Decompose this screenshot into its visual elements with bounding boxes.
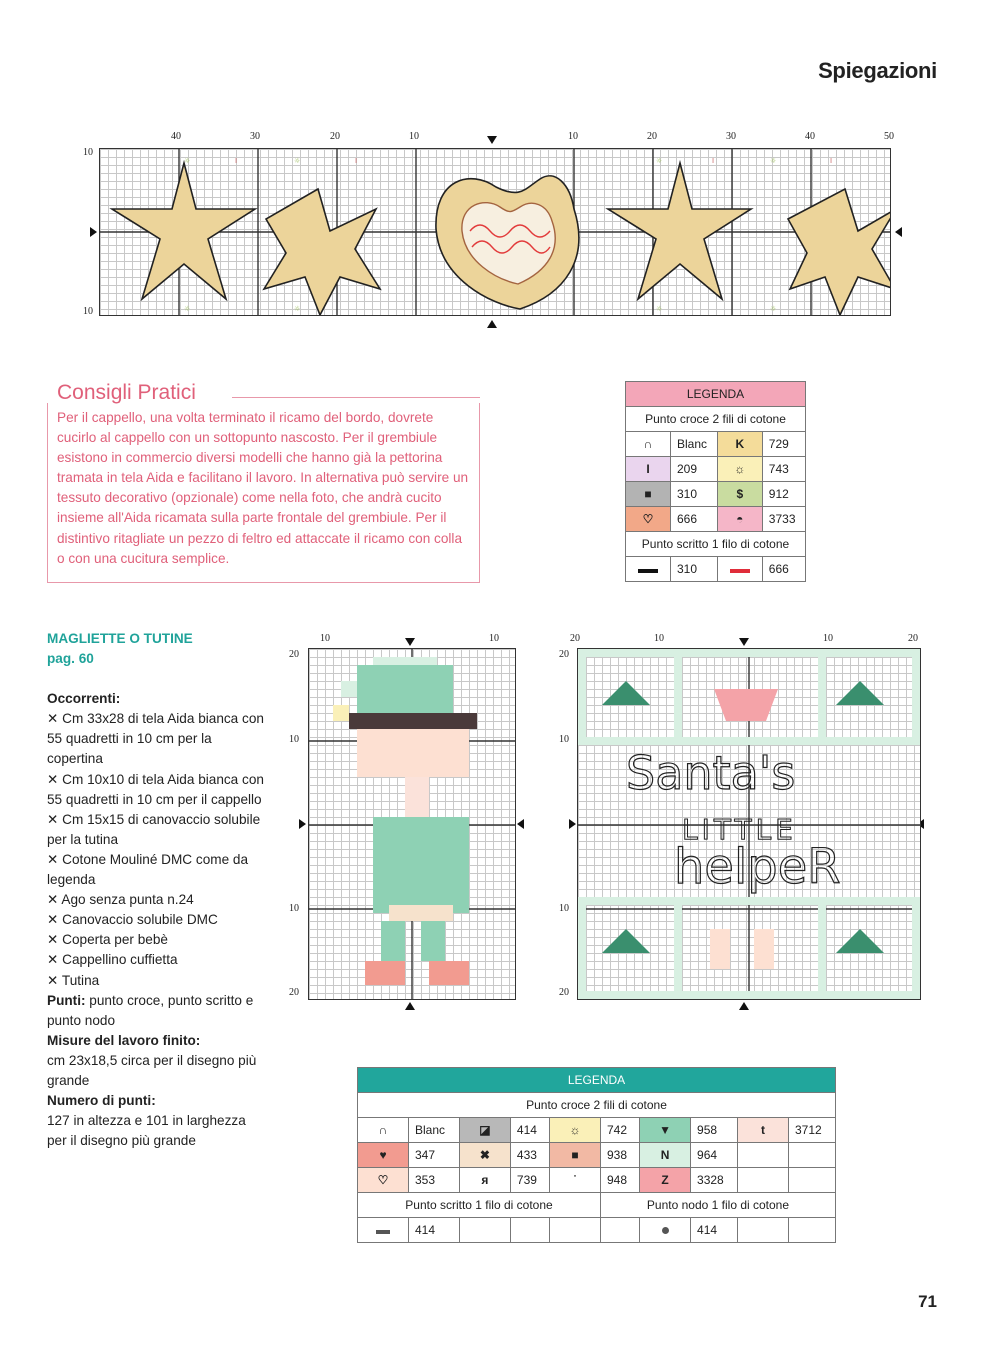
- backstitch-code-310: 310: [671, 557, 718, 582]
- legend-2-symbol: ∩: [358, 1118, 409, 1143]
- tick-top-3: 20: [330, 131, 340, 142]
- tick-top-7: 30: [726, 131, 736, 142]
- elf-chart-grid: [308, 648, 516, 1000]
- legend-2-symbol: ♥: [358, 1143, 409, 1168]
- consigli-title: Consigli Pratici: [57, 381, 196, 404]
- elf-marker-top: [405, 638, 415, 646]
- santa-tick-left-1: 20: [559, 649, 569, 660]
- legend-2-code: 948: [600, 1168, 639, 1193]
- legend-2: [357, 1067, 836, 1243]
- occorrenti-item-text: Coperta per bebè: [62, 932, 168, 948]
- page-reference: pag. 60: [47, 651, 94, 667]
- legend-2-symbol: ♡: [358, 1168, 409, 1193]
- legend-1-title: LEGENDA: [626, 382, 806, 407]
- legend-2-code: 964: [691, 1143, 738, 1168]
- santa-tick-left-2: 10: [559, 734, 569, 745]
- elf-tick-top-1: 10: [320, 633, 330, 644]
- legend-2-code: [789, 1143, 836, 1168]
- occorrenti-item-text: Cm 15x15 di canovaccio solubile per la tutina: [47, 811, 261, 847]
- consigli-body: Per il cappello, una volta terminato il ricamo del bordo, dovrete cucirlo al cappello con un sottopunto nascosto. Per il grembiule esistono in commercio diversi modelli che hanno già la pettorina tramata in tela Aida e facilitano il lavoro. In alternativa può servire un tessuto decorativo (opzionale) come nella foto, che andrà cucito insieme all'Aida ricamata sulla parte frontale del grembiule. Per il distintivo ritagliate un pezzo di feltro ed attaccate il ricamo con colla o con una cucitura semplice.: [57, 410, 469, 566]
- legend-2-symbol: Z: [640, 1168, 691, 1193]
- legend-2-symbol: ☼: [549, 1118, 600, 1143]
- santa-text-line1: Santa's: [626, 746, 796, 800]
- tick-left-2: 10: [83, 306, 93, 317]
- legend-2-symbol: N: [640, 1143, 691, 1168]
- svg-text:☼: ☼: [294, 157, 301, 165]
- backstitch-swatch-310: [626, 557, 671, 582]
- occorrenti-label: Occorrenti:: [47, 691, 121, 707]
- svg-text:☼: ☼: [294, 305, 301, 313]
- svg-text:☼: ☼: [184, 157, 191, 165]
- cross-bullet-icon: ✕: [47, 932, 63, 948]
- misure-label: Misure del lavoro finito:: [47, 1032, 201, 1048]
- cross-bullet-icon: ✕: [47, 851, 63, 867]
- cross-bullet-icon: ✕: [47, 972, 62, 988]
- elf-tick-left-2: 10: [289, 734, 299, 745]
- legend-2-knot-label: Punto nodo 1 filo di cotone: [600, 1193, 835, 1218]
- svg-text:☼: ☼: [656, 157, 663, 165]
- occorrenti-item-text: Canovaccio solubile DMC: [62, 912, 218, 928]
- legend-1-symbol: ∩: [626, 432, 671, 457]
- legend-1-symbol: $: [717, 482, 762, 507]
- cross-bullet-icon: ✕: [47, 892, 62, 908]
- occorrenti-item: [47, 770, 267, 810]
- legend-1-symbol: ◓: [717, 507, 762, 532]
- legend-1-symbol: I: [626, 457, 671, 482]
- santa-chart: [553, 630, 933, 1010]
- occorrenti-item: [47, 810, 267, 850]
- project-title: MAGLIETTE O TUTINE: [47, 631, 193, 646]
- legend-2-code: 433: [510, 1143, 549, 1168]
- tick-top-1: 40: [171, 131, 181, 142]
- legend-1-code: 209: [671, 457, 718, 482]
- legend-2-symbol: t: [738, 1118, 789, 1143]
- backstitch-code-414: 414: [409, 1218, 460, 1243]
- occorrenti-item-text: Ago senza punta n.24: [61, 892, 194, 908]
- occorrenti-list: [47, 709, 267, 990]
- elf-tick-left-3: 10: [289, 903, 299, 914]
- legend-2-code: Blanc: [409, 1118, 460, 1143]
- legend-1-code: Blanc: [671, 432, 718, 457]
- legend-1-back-label: Punto scritto 1 filo di cotone: [626, 532, 806, 557]
- tick-top-6: 20: [647, 131, 657, 142]
- legend-2-back-label: Punto scritto 1 filo di cotone: [358, 1193, 601, 1218]
- santa-tick-left-4: 20: [559, 987, 569, 998]
- tick-top-4: 10: [409, 131, 419, 142]
- legend-2-symbol: ■: [549, 1143, 600, 1168]
- legend-2-symbol: ✖: [459, 1143, 510, 1168]
- elf-marker-right: [517, 819, 524, 829]
- legend-2-symbol: [738, 1168, 789, 1193]
- svg-text:☼: ☼: [656, 305, 663, 313]
- santa-tick-top-4: 20: [908, 633, 918, 644]
- occorrenti-item-text: Cotone Mouliné DMC come da legenda: [47, 851, 249, 888]
- cross-bullet-icon: ✕: [47, 912, 63, 928]
- elf-tick-left-1: 20: [289, 649, 299, 660]
- consigli-rule: [232, 397, 480, 398]
- border-chart-grid: [99, 148, 891, 316]
- legend-1-symbol: ☼: [717, 457, 762, 482]
- center-marker-top: [487, 136, 497, 144]
- tick-top-5: 10: [568, 131, 578, 142]
- knot-swatch-414: [640, 1218, 691, 1243]
- santa-tick-top-2: 10: [654, 633, 664, 644]
- legend-2-code: 347: [409, 1143, 460, 1168]
- legend-2-code: 3328: [691, 1168, 738, 1193]
- santa-marker-bottom: [739, 1002, 749, 1010]
- occorrenti-item: [47, 930, 267, 950]
- legend-2-code: 739: [510, 1168, 549, 1193]
- santa-text-line3: helpeR: [674, 839, 841, 895]
- occorrenti-item-text: Cm 10x10 di tela Aida bianca con 55 quadretti in 10 cm per il cappello: [47, 771, 264, 807]
- cross-bullet-icon: ✕: [47, 952, 63, 968]
- backstitch-code-666: 666: [762, 557, 805, 582]
- svg-text:☼: ☼: [770, 305, 777, 313]
- backstitch-swatch-414: [358, 1218, 409, 1243]
- legend-2-symbol: ◪: [459, 1118, 510, 1143]
- legend-1-code: 729: [762, 432, 805, 457]
- occorrenti-item-text: Cappellino cuffietta: [62, 952, 178, 968]
- santa-marker-top: [739, 638, 749, 646]
- legend-2-code: 938: [600, 1143, 639, 1168]
- center-marker-bottom: [487, 320, 497, 328]
- legend-2-code: 414: [510, 1118, 549, 1143]
- legend-1-code: 912: [762, 482, 805, 507]
- center-marker-right: [895, 227, 902, 237]
- legend-1-cross-label: Punto croce 2 fili di cotone: [626, 407, 806, 432]
- legend-1-symbol: ♡: [626, 507, 671, 532]
- center-marker-left: [90, 227, 97, 237]
- occorrenti-item: [47, 910, 267, 930]
- elf-tick-top-2: 10: [489, 633, 499, 644]
- svg-text:I: I: [355, 157, 358, 165]
- legend-1-symbol: ■: [626, 482, 671, 507]
- numero-label: Numero di punti:: [47, 1093, 156, 1109]
- legend-2-symbol: ▼: [640, 1118, 691, 1143]
- santa-tick-top-1: 20: [570, 633, 580, 644]
- occorrenti-item: [47, 950, 267, 970]
- svg-text:I: I: [830, 157, 833, 165]
- legend-1: [625, 381, 806, 582]
- legend-1-symbol: K: [717, 432, 762, 457]
- cross-bullet-icon: ✕: [47, 771, 63, 787]
- legend-1-code: 3733: [762, 507, 805, 532]
- elf-tick-left-4: 20: [289, 987, 299, 998]
- legend-2-code: 958: [691, 1118, 738, 1143]
- occorrenti-item: [47, 971, 267, 991]
- legend-2-symbol: ˙: [549, 1168, 600, 1193]
- occorrenti-item: [47, 709, 267, 769]
- border-chart: [75, 128, 915, 333]
- legend-1-code: 310: [671, 482, 718, 507]
- santa-tick-top-3: 10: [823, 633, 833, 644]
- legend-2-cross-label: Punto croce 2 fili di cotone: [358, 1093, 836, 1118]
- tick-top-8: 40: [805, 131, 815, 142]
- legend-2-code: 3712: [789, 1118, 836, 1143]
- elf-chart: [285, 630, 535, 1010]
- occorrenti-item-text: Cm 33x28 di tela Aida bianca con 55 quadretti in 10 cm per la copertina: [47, 711, 264, 767]
- occorrenti-item: [47, 890, 267, 910]
- punti-value: punto croce, punto scritto e punto nodo: [47, 992, 254, 1028]
- tick-top-9: 50: [884, 131, 894, 142]
- svg-text:I: I: [712, 157, 715, 165]
- tick-top-2: 30: [250, 131, 260, 142]
- santa-text-line2: LITTLE: [682, 813, 797, 846]
- tick-left-1: 10: [83, 147, 93, 158]
- elf-marker-left: [299, 819, 306, 829]
- legend-2-code: [789, 1168, 836, 1193]
- svg-text:☼: ☼: [184, 305, 191, 313]
- santa-marker-left: [569, 819, 576, 829]
- legend-2-code: 742: [600, 1118, 639, 1143]
- svg-text:☼: ☼: [770, 157, 777, 165]
- legend-1-code: 743: [762, 457, 805, 482]
- misure-value: cm 23x18,5 circa per il disegno più grande: [47, 1052, 257, 1088]
- page-number: 71: [918, 1292, 937, 1311]
- punti-label: Punti:: [47, 992, 86, 1008]
- cross-bullet-icon: ✕: [47, 811, 63, 827]
- legend-2-code: 353: [409, 1168, 460, 1193]
- section-title: Spiegazioni: [818, 58, 937, 83]
- occorrenti-item-text: Tutina: [61, 972, 100, 988]
- legend-1-code: 666: [671, 507, 718, 532]
- legend-2-title: LEGENDA: [358, 1068, 836, 1093]
- backstitch-swatch-666: [717, 557, 762, 582]
- santa-chart-grid: [577, 648, 921, 1000]
- legend-2-symbol: [738, 1143, 789, 1168]
- cross-bullet-icon: ✕: [47, 711, 63, 727]
- numero-value: 127 in altezza e 101 in larghezza per il disegno più grande: [47, 1113, 246, 1149]
- occorrenti-item: [47, 850, 267, 890]
- knot-code-414: 414: [691, 1218, 738, 1243]
- elf-marker-bottom: [405, 1002, 415, 1010]
- svg-text:I: I: [235, 157, 238, 165]
- legend-2-symbol: я: [459, 1168, 510, 1193]
- santa-tick-left-3: 10: [559, 903, 569, 914]
- left-column: [47, 629, 267, 1151]
